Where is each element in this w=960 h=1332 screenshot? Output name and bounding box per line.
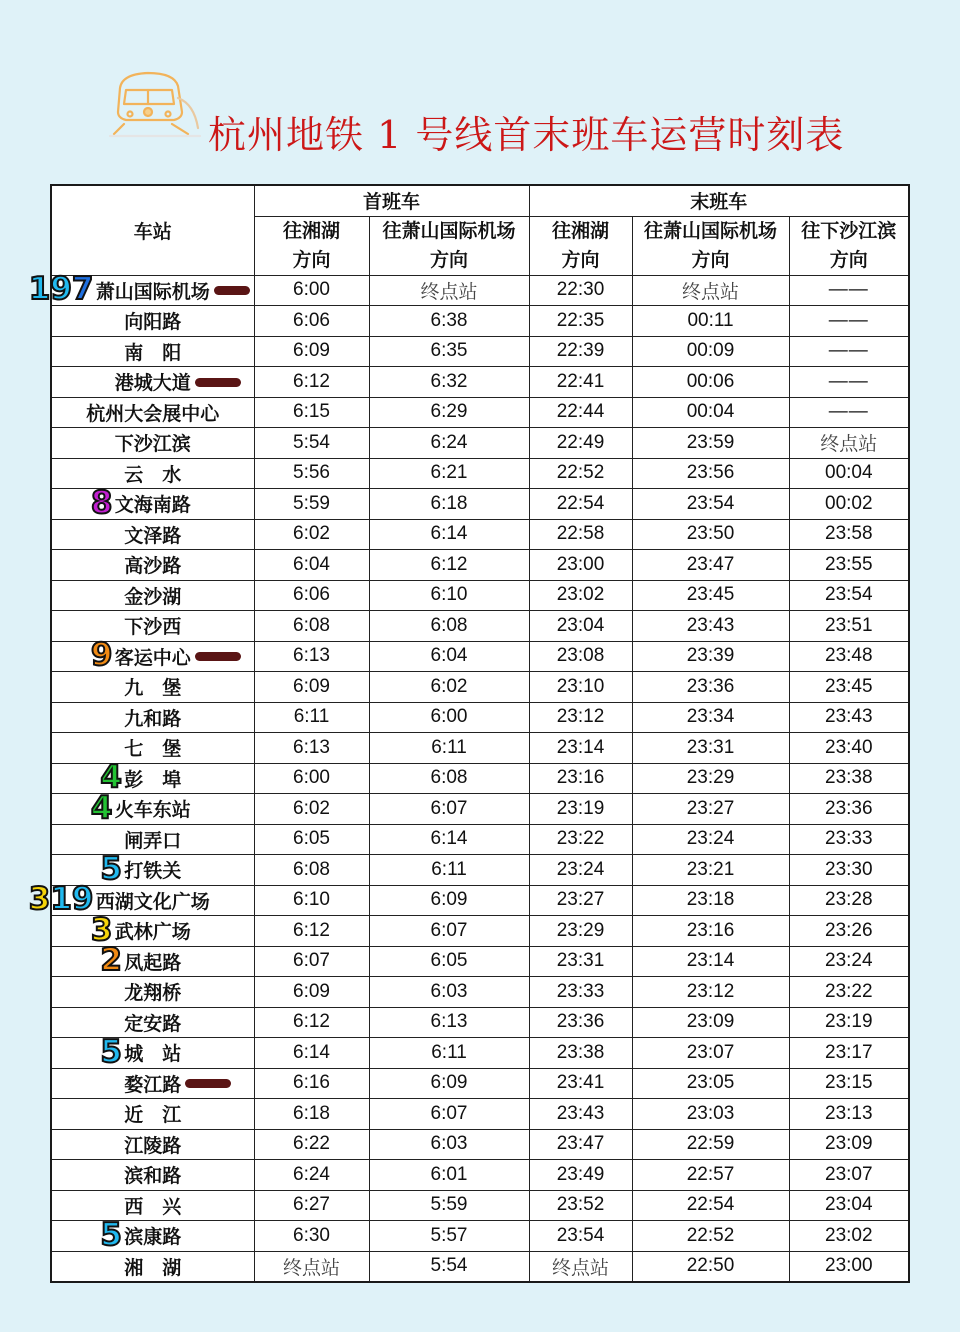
time-cell: 6:30 <box>254 1221 369 1252</box>
table-row <box>51 275 909 306</box>
time-cell: 23:14 <box>632 946 789 977</box>
station-name: 彭 埠 <box>51 763 254 794</box>
time-cell: 23:27 <box>632 794 789 825</box>
time-cell: 00:02 <box>789 489 909 520</box>
time-cell: 23:26 <box>789 916 909 947</box>
time-cell: 23:08 <box>529 641 632 672</box>
direction-header <box>632 216 789 275</box>
direction-suffix: 方向 <box>292 248 331 271</box>
time-cell: 6:08 <box>254 855 369 886</box>
time-cell: 23:12 <box>632 977 789 1008</box>
time-cell: 23:43 <box>632 611 789 642</box>
time-cell: 00:04 <box>789 458 909 489</box>
time-cell: 23:36 <box>789 794 909 825</box>
station-name: 高沙路 <box>51 550 254 581</box>
time-cell: 00:09 <box>632 336 789 367</box>
table-row <box>51 306 909 337</box>
time-cell: 6:09 <box>254 672 369 703</box>
station-header: 车站 <box>51 185 254 275</box>
time-cell: 6:27 <box>254 1190 369 1221</box>
station-name: 向阳路 <box>51 306 254 337</box>
line-badge: 7 <box>71 271 94 308</box>
time-cell: 23:04 <box>789 1190 909 1221</box>
time-cell: 5:57 <box>369 1221 529 1252</box>
table-row <box>51 1251 909 1282</box>
time-cell: 6:16 <box>254 1068 369 1099</box>
time-cell: 23:39 <box>632 641 789 672</box>
time-cell: 22:44 <box>529 397 632 428</box>
time-cell: 23:22 <box>789 977 909 1008</box>
line-badge: 9 <box>90 637 113 674</box>
time-cell: 23:07 <box>789 1160 909 1191</box>
time-cell: 23:10 <box>529 672 632 703</box>
station-name: 滨和路 <box>51 1160 254 1191</box>
time-cell: 6:18 <box>369 489 529 520</box>
station-name: 龙翔桥 <box>51 977 254 1008</box>
station-name: 杭州大会展中心 <box>51 397 254 428</box>
direction-name: 往萧山国际机场 <box>644 219 778 242</box>
time-cell: 6:08 <box>369 763 529 794</box>
time-cell: 5:59 <box>254 489 369 520</box>
time-cell: 23:41 <box>529 1068 632 1099</box>
time-cell: 6:21 <box>369 458 529 489</box>
table-row <box>51 580 909 611</box>
time-cell: 23:31 <box>632 733 789 764</box>
time-cell: 6:09 <box>254 977 369 1008</box>
time-cell: 5:59 <box>369 1190 529 1221</box>
station-name: 西 兴 <box>51 1190 254 1221</box>
station-name: 港城大道 <box>51 367 254 398</box>
station-name: 江陵路 <box>51 1129 254 1160</box>
time-cell: 22:59 <box>632 1129 789 1160</box>
time-cell: 23:24 <box>529 855 632 886</box>
time-cell: 23:29 <box>529 916 632 947</box>
time-cell: 23:19 <box>529 794 632 825</box>
time-cell: 23:43 <box>789 702 909 733</box>
time-cell: —— <box>789 397 909 428</box>
table-row <box>51 1007 909 1038</box>
direction-name: 往下沙江滨 <box>801 219 897 242</box>
line-badge: 4 <box>90 789 113 826</box>
time-cell: 6:04 <box>254 550 369 581</box>
station-name: 火车东站 <box>51 794 254 825</box>
time-cell: 23:29 <box>632 763 789 794</box>
line-badge: 3 <box>90 911 113 948</box>
time-cell: 23:45 <box>789 672 909 703</box>
station-name: 九和路 <box>51 702 254 733</box>
time-cell: 23:48 <box>789 641 909 672</box>
time-cell: 6:09 <box>369 885 529 916</box>
time-cell: 6:10 <box>369 580 529 611</box>
time-cell: 6:05 <box>254 824 369 855</box>
time-cell: 22:41 <box>529 367 632 398</box>
direction-suffix: 方向 <box>561 248 600 271</box>
time-cell: 23:59 <box>632 428 789 459</box>
direction-header <box>254 216 369 275</box>
timetable-body <box>51 271 909 1282</box>
time-cell: 23:22 <box>529 824 632 855</box>
time-cell: 23:24 <box>789 946 909 977</box>
time-cell: 6:38 <box>369 306 529 337</box>
time-cell: 23:27 <box>529 885 632 916</box>
table-row <box>51 946 909 977</box>
time-cell: 6:07 <box>369 794 529 825</box>
time-cell: 6:02 <box>254 519 369 550</box>
time-cell: 23:50 <box>632 519 789 550</box>
time-cell: 6:12 <box>254 367 369 398</box>
time-cell: 6:14 <box>254 1038 369 1069</box>
time-cell: 终点站 <box>529 1251 632 1282</box>
time-cell: 6:06 <box>254 306 369 337</box>
line-badge: 5 <box>100 1033 122 1070</box>
time-cell: 6:00 <box>254 275 369 306</box>
direction-name: 往湘湖 <box>282 219 340 242</box>
station-name: 文泽路 <box>51 519 254 550</box>
time-cell: 23:19 <box>789 1007 909 1038</box>
time-cell: 22:57 <box>632 1160 789 1191</box>
time-cell: 6:12 <box>369 550 529 581</box>
table-row <box>51 550 909 581</box>
time-cell: 23:13 <box>789 1099 909 1130</box>
time-cell: 23:02 <box>789 1221 909 1252</box>
first-train-header: 首班车 <box>254 185 529 216</box>
station-name: 萧山国际机场 <box>51 275 254 306</box>
table-row <box>51 1068 909 1099</box>
table-row <box>51 428 909 459</box>
time-cell: 6:03 <box>369 977 529 1008</box>
time-cell: 5:54 <box>369 1251 529 1282</box>
time-cell: 23:55 <box>789 550 909 581</box>
station-name: 云 水 <box>51 458 254 489</box>
table-row <box>51 367 909 398</box>
table-row <box>51 1129 909 1160</box>
line-badge: 2 <box>100 942 122 979</box>
time-cell: 23:49 <box>529 1160 632 1191</box>
time-cell: 23:09 <box>632 1007 789 1038</box>
time-cell: —— <box>789 367 909 398</box>
station-name: 湘 湖 <box>51 1251 254 1282</box>
time-cell: 23:02 <box>529 580 632 611</box>
station-name: 下沙江滨 <box>51 428 254 459</box>
time-cell: 23:00 <box>789 1251 909 1282</box>
time-cell: 5:56 <box>254 458 369 489</box>
time-cell: 6:11 <box>369 855 529 886</box>
page-title: 杭州地铁 1 号线首末班车运营时刻表 <box>208 113 845 157</box>
time-cell: 6:11 <box>254 702 369 733</box>
station-name: 文海南路 <box>51 489 254 520</box>
time-cell: 6:29 <box>369 397 529 428</box>
line-badge: 19 <box>50 881 94 918</box>
time-cell: 6:08 <box>254 611 369 642</box>
table-row <box>51 336 909 367</box>
time-cell: 23:54 <box>789 580 909 611</box>
station-name: 武林广场 <box>51 916 254 947</box>
time-cell: 00:06 <box>632 367 789 398</box>
table-row <box>51 1099 909 1130</box>
time-cell: 23:52 <box>529 1190 632 1221</box>
table-row <box>51 824 909 855</box>
time-cell: 23:31 <box>529 946 632 977</box>
table-row <box>51 763 909 794</box>
time-cell: 终点站 <box>254 1251 369 1282</box>
time-cell: 22:30 <box>529 275 632 306</box>
table-row <box>51 397 909 428</box>
time-cell: 6:14 <box>369 824 529 855</box>
time-cell: 23:04 <box>529 611 632 642</box>
time-cell: 23:14 <box>529 733 632 764</box>
time-cell: 6:03 <box>369 1129 529 1160</box>
time-cell: 23:43 <box>529 1099 632 1130</box>
time-cell: 6:06 <box>254 580 369 611</box>
table-row <box>51 1190 909 1221</box>
table-row <box>51 1038 909 1069</box>
time-cell: 6:24 <box>254 1160 369 1191</box>
direction-suffix: 方向 <box>430 248 469 271</box>
time-cell: 23:12 <box>529 702 632 733</box>
time-cell: —— <box>789 336 909 367</box>
time-cell: 6:22 <box>254 1129 369 1160</box>
station-name: 城 站 <box>51 1038 254 1069</box>
time-cell: 6:12 <box>254 916 369 947</box>
time-cell: 23:17 <box>789 1038 909 1069</box>
table-row <box>51 885 909 916</box>
time-cell: 23:38 <box>789 763 909 794</box>
time-cell: 23:36 <box>632 672 789 703</box>
time-cell: 22:54 <box>632 1190 789 1221</box>
table-row <box>51 672 909 703</box>
station-name: 西湖文化广场 <box>51 885 254 916</box>
line-badge: 4 <box>100 759 122 796</box>
station-name: 定安路 <box>51 1007 254 1038</box>
table-row <box>51 733 909 764</box>
direction-name: 往萧山国际机场 <box>382 219 516 242</box>
timetable-sheet <box>50 184 910 1283</box>
table-row <box>51 855 909 886</box>
table-row <box>51 794 909 825</box>
time-cell: 6:13 <box>254 733 369 764</box>
time-cell: —— <box>789 275 909 306</box>
time-cell: 23:54 <box>632 489 789 520</box>
station-name: 下沙西 <box>51 611 254 642</box>
station-name: 婺江路 <box>51 1068 254 1099</box>
time-cell: 6:15 <box>254 397 369 428</box>
time-cell: 23:51 <box>789 611 909 642</box>
station-name: 凤起路 <box>51 946 254 977</box>
time-cell: 23:24 <box>632 824 789 855</box>
table-row <box>51 641 909 672</box>
table-row <box>51 1160 909 1191</box>
direction-suffix: 方向 <box>829 248 868 271</box>
time-cell: 6:12 <box>254 1007 369 1038</box>
time-cell: 6:02 <box>369 672 529 703</box>
time-cell: 6:08 <box>369 611 529 642</box>
line-badge: 5 <box>100 1216 122 1253</box>
table-row <box>51 916 909 947</box>
time-cell: 22:49 <box>529 428 632 459</box>
time-cell: 00:11 <box>632 306 789 337</box>
time-cell: 22:39 <box>529 336 632 367</box>
time-cell: 22:35 <box>529 306 632 337</box>
time-cell: 23:54 <box>529 1221 632 1252</box>
time-cell: 00:04 <box>632 397 789 428</box>
time-cell: 23:33 <box>789 824 909 855</box>
time-cell: 22:52 <box>632 1221 789 1252</box>
timetable <box>50 184 910 1283</box>
train-logo-icon <box>108 68 202 140</box>
station-name: 九 堡 <box>51 672 254 703</box>
time-cell: 23:58 <box>789 519 909 550</box>
time-cell: 终点站 <box>369 275 529 306</box>
time-cell: 22:50 <box>632 1251 789 1282</box>
line-badge: 3 <box>28 881 51 918</box>
time-cell: 23:18 <box>632 885 789 916</box>
time-cell: 22:54 <box>529 489 632 520</box>
time-cell: 6:10 <box>254 885 369 916</box>
station-name: 近 江 <box>51 1099 254 1130</box>
time-cell: 23:47 <box>632 550 789 581</box>
direction-name: 往湘湖 <box>552 219 610 242</box>
time-cell: 6:09 <box>254 336 369 367</box>
time-cell: 6:35 <box>369 336 529 367</box>
time-cell: 6:07 <box>254 946 369 977</box>
time-cell: 6:07 <box>369 1099 529 1130</box>
time-cell: 6:32 <box>369 367 529 398</box>
time-cell: 6:14 <box>369 519 529 550</box>
station-name: 滨康路 <box>51 1221 254 1252</box>
table-row <box>51 702 909 733</box>
time-cell: 终点站 <box>632 275 789 306</box>
time-cell: 23:36 <box>529 1007 632 1038</box>
time-cell: 23:40 <box>789 733 909 764</box>
time-cell: 6:07 <box>369 916 529 947</box>
time-cell: 23:47 <box>529 1129 632 1160</box>
time-cell: 6:18 <box>254 1099 369 1130</box>
time-cell: 23:16 <box>529 763 632 794</box>
station-name: 闸弄口 <box>51 824 254 855</box>
table-row <box>51 489 909 520</box>
time-cell: 6:02 <box>254 794 369 825</box>
time-cell: 6:00 <box>369 702 529 733</box>
line-badge: 5 <box>100 850 122 887</box>
station-name: 打铁关 <box>51 855 254 886</box>
time-cell: 23:15 <box>789 1068 909 1099</box>
station-name: 七 堡 <box>51 733 254 764</box>
line-badge: 19 <box>28 271 72 308</box>
time-cell: 23:07 <box>632 1038 789 1069</box>
time-cell: 23:00 <box>529 550 632 581</box>
station-name: 金沙湖 <box>51 580 254 611</box>
time-cell: 23:09 <box>789 1129 909 1160</box>
time-cell: 6:09 <box>369 1068 529 1099</box>
direction-header <box>369 216 529 275</box>
time-cell: 终点站 <box>789 428 909 459</box>
station-name: 南 阳 <box>51 336 254 367</box>
time-cell: 6:24 <box>369 428 529 459</box>
table-row <box>51 611 909 642</box>
time-cell: 23:30 <box>789 855 909 886</box>
time-cell: 22:58 <box>529 519 632 550</box>
direction-header <box>529 216 632 275</box>
direction-suffix: 方向 <box>691 248 730 271</box>
time-cell: 6:01 <box>369 1160 529 1191</box>
time-cell: 6:00 <box>254 763 369 794</box>
time-cell: 23:38 <box>529 1038 632 1069</box>
time-cell: 23:21 <box>632 855 789 886</box>
time-cell: 23:03 <box>632 1099 789 1130</box>
time-cell: 6:11 <box>369 1038 529 1069</box>
time-cell: 23:28 <box>789 885 909 916</box>
time-cell: 23:45 <box>632 580 789 611</box>
station-name: 客运中心 <box>51 641 254 672</box>
last-train-header: 末班车 <box>529 185 909 216</box>
table-row <box>51 519 909 550</box>
line-badge: 8 <box>90 484 113 521</box>
time-cell: 23:05 <box>632 1068 789 1099</box>
table-row <box>51 1221 909 1252</box>
time-cell: 6:13 <box>369 1007 529 1038</box>
direction-header <box>789 216 909 275</box>
time-cell: 23:33 <box>529 977 632 1008</box>
time-cell: 23:16 <box>632 916 789 947</box>
table-row <box>51 458 909 489</box>
time-cell: 6:04 <box>369 641 529 672</box>
time-cell: —— <box>789 306 909 337</box>
time-cell: 22:52 <box>529 458 632 489</box>
table-row <box>51 977 909 1008</box>
time-cell: 6:05 <box>369 946 529 977</box>
time-cell: 23:34 <box>632 702 789 733</box>
time-cell: 6:13 <box>254 641 369 672</box>
time-cell: 6:11 <box>369 733 529 764</box>
time-cell: 23:56 <box>632 458 789 489</box>
time-cell: 5:54 <box>254 428 369 459</box>
